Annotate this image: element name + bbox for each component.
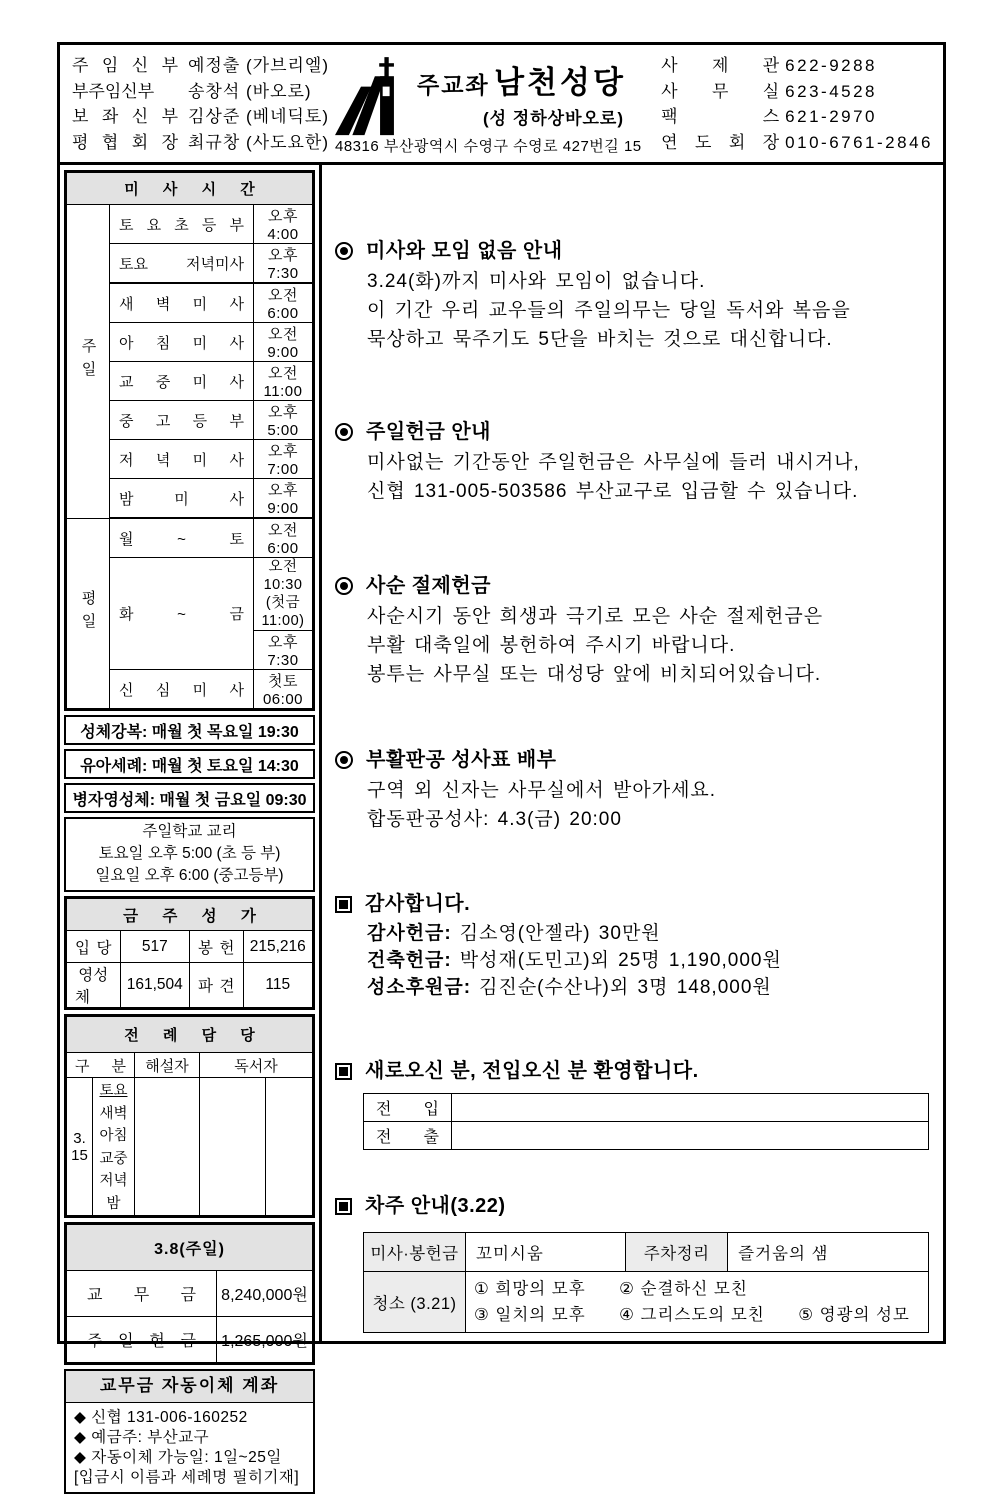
right-column <box>322 165 943 1341</box>
contact-line <box>661 132 933 154</box>
contact-label: 사 제 관 <box>661 56 780 75</box>
next-week-row <box>364 1233 929 1272</box>
mass-name: 신 심 미 사 <box>110 670 254 709</box>
church-brand <box>333 45 655 162</box>
contact-line <box>661 55 933 77</box>
account-line: ◆ 예금주: 부산교구 <box>74 1429 210 1446</box>
notice-title-row <box>335 237 929 265</box>
contact-label: 팩 스 <box>661 107 780 127</box>
mass-schedule-title: 미 사 시 간 <box>67 173 313 205</box>
notice-title-row <box>335 1192 929 1220</box>
notice-line: 미사없는 기간동안 주일헌금은 사무실에 들러 내시거나, <box>367 452 860 473</box>
notice-lent-donation <box>335 572 929 689</box>
staff-line <box>72 106 329 128</box>
liturgy-slot: 저녁 <box>99 1173 128 1189</box>
notice-line: 구역 외 신자는 사무실에서 받아가세요. <box>367 780 717 801</box>
welcome-value <box>452 1122 929 1150</box>
contact-number: 622-9288 <box>785 56 878 75</box>
mass-time-line: 오전 10:30 <box>263 559 303 593</box>
mass-name: 교 중 미 사 <box>110 362 254 401</box>
weekly-sums-title: 3.8(주일) <box>67 1225 313 1271</box>
church-name-prefix: 주교좌 <box>417 72 490 98</box>
contact-number: 621-2970 <box>785 107 878 127</box>
welcome-value <box>452 1094 929 1122</box>
hymn-label: 봉 헌 <box>189 931 243 963</box>
cleaning-groups-line: ③ 일치의 모후 ④ 그리스도의 모친 ⑤ 영광의 성모 <box>474 1306 910 1324</box>
sum-value: 1,265,000원 <box>217 1317 313 1363</box>
notice-title: 차주 안내(3.22) <box>365 1195 506 1217</box>
account-title: 교무금 자동이체 계좌 <box>66 1371 313 1403</box>
sum-value: 8,240,000원 <box>217 1271 313 1317</box>
liturgy-date <box>67 1078 93 1216</box>
square-bullet-icon <box>335 1063 352 1080</box>
sum-label: 교 무 금 <box>67 1271 217 1317</box>
duty-label: 청소 (3.21) <box>364 1272 466 1333</box>
bulletin-body <box>60 165 943 1486</box>
welcome-table <box>363 1093 929 1150</box>
notice-line: 합동판공성사: 4.3(금) 20:00 <box>367 809 622 830</box>
liturgy-slot: 토요 <box>99 1083 128 1099</box>
liturgy-title: 전 례 담 당 <box>67 1017 313 1053</box>
notice-offering <box>335 418 929 506</box>
account-line: [입금시 이름과 세례명 필히기재] <box>74 1469 300 1486</box>
liturgy-roles-table <box>66 1016 313 1216</box>
staff-role: 주 임 신 부 <box>72 56 178 75</box>
notice-line: 부활 대축일에 봉헌하여 주시기 바랍니다. <box>367 635 736 656</box>
weekday-group-label: 평일 <box>67 518 110 709</box>
square-bullet-icon <box>335 896 352 913</box>
hymns-title: 금 주 성 가 <box>67 899 313 931</box>
welcome-row <box>364 1094 929 1122</box>
staff-line <box>72 55 329 77</box>
sunday-school-line: 토요일 오후 5:00 (초 등 부) <box>98 845 281 862</box>
mass-name: 밤 미 사 <box>110 479 254 519</box>
circle-bullet-icon <box>335 577 353 595</box>
hymn-number: 215,216 <box>243 931 312 963</box>
reader-cell <box>266 1078 313 1216</box>
notice-body <box>367 776 929 834</box>
circle-bullet-icon <box>335 242 353 260</box>
hymn-label: 파 견 <box>189 963 243 1008</box>
staff-name: 김상준 (베네딕토) <box>188 107 329 127</box>
donation-entry <box>367 947 929 974</box>
notice-title: 미사와 모임 없음 안내 <box>366 240 563 262</box>
donation-entry <box>367 920 929 947</box>
notice-title-row <box>335 572 929 600</box>
church-name <box>417 57 655 102</box>
mass-name: 월 ~ 토 <box>110 518 254 558</box>
mass-name: 저 녁 미 사 <box>110 440 254 479</box>
account-details <box>66 1403 313 1492</box>
liturgy-roles-box <box>64 1014 315 1218</box>
liturgy-date-month: 3. <box>73 1129 86 1147</box>
sum-row <box>67 1317 313 1363</box>
liturgy-slot: 아침 <box>99 1128 128 1144</box>
staff-role: 보 좌 신 부 <box>72 107 178 127</box>
notice-body <box>367 602 929 689</box>
sunday-school-line: 일요일 오후 6:00 (중고등부) <box>95 867 284 884</box>
mass-row <box>67 518 313 558</box>
hymn-row <box>67 963 313 1008</box>
hymn-number: 115 <box>243 963 312 1008</box>
commentator-cell <box>135 1078 200 1216</box>
duty-label: 미사·봉헌금 <box>364 1233 466 1272</box>
sunday-school-box <box>64 817 315 892</box>
liturgy-body-row <box>67 1078 313 1216</box>
staff-line <box>72 81 329 103</box>
duty-group: 즐거움의 샘 <box>728 1233 929 1272</box>
contact-line <box>661 81 933 103</box>
mass-time: 오전 6:00 <box>254 518 313 558</box>
bulletin-header <box>60 45 943 165</box>
mass-time: 오후 4:00 <box>254 205 313 244</box>
sum-row <box>67 1271 313 1317</box>
contact-label: 연 도 회 장 <box>661 132 780 152</box>
liturgy-col-reader: 독서자 <box>200 1053 313 1078</box>
mass-name: 새 벽 미 사 <box>110 283 254 323</box>
mass-time: 오후 7:30 <box>254 631 313 670</box>
cleaning-groups-line: ① 희망의 모후 ② 순결하신 모친 <box>474 1280 748 1298</box>
mass-time: 오전 11:00 <box>254 362 313 401</box>
circle-bullet-icon <box>335 423 353 441</box>
cleaning-groups <box>466 1272 929 1333</box>
hymn-number: 161,504 <box>120 963 189 1008</box>
staff-name: 송창석 (바오로) <box>188 81 312 101</box>
notice-body <box>367 448 929 506</box>
church-name-title: 남천성당 <box>494 65 626 100</box>
mass-name: 아 침 미 사 <box>110 323 254 362</box>
notice-title-row <box>335 746 929 774</box>
liturgy-col-commentator: 해설자 <box>135 1053 200 1078</box>
duty-label: 주차정리 <box>626 1233 728 1272</box>
reader-cell <box>200 1078 266 1216</box>
account-line: ◆ 자동이체 가능일: 1일~25일 <box>74 1449 282 1466</box>
square-bullet-icon <box>335 1198 352 1215</box>
staff-line <box>72 132 329 154</box>
mass-name: 중 고 등 부 <box>110 401 254 440</box>
contact-number: 010-6761-2846 <box>785 132 933 152</box>
staff-role: 부주임신부 <box>72 81 155 101</box>
church-address: 48316 부산광역시 수영구 수영로 427번길 15 <box>335 138 642 155</box>
duty-group: 꼬미시움 <box>466 1233 626 1272</box>
donation-label: 건축헌금: <box>367 950 452 971</box>
liturgy-col-type: 구 분 <box>67 1053 135 1078</box>
mass-row <box>67 205 313 244</box>
contact-line <box>661 106 933 128</box>
infant-baptism-notice: 유아세례: 매월 첫 토요일 14:30 <box>64 749 315 779</box>
hymn-label: 입 당 <box>67 931 121 963</box>
mass-time: 오후 7:30 <box>254 244 313 284</box>
donation-entry <box>367 974 929 1001</box>
staff-role: 평 협 회 장 <box>72 132 178 152</box>
notice-body <box>367 920 929 1001</box>
notice-title: 새로오신 분, 전입오신 분 환영합니다. <box>365 1060 699 1082</box>
hymn-label: 영성체 <box>67 963 121 1008</box>
hymn-number: 517 <box>120 931 189 963</box>
circle-bullet-icon <box>335 751 353 769</box>
mass-time: 오전 9:00 <box>254 323 313 362</box>
mass-name: 화 ~ 금 <box>110 558 254 670</box>
notice-title: 부활판공 성사표 배부 <box>366 749 557 771</box>
mass-time-line: (첫금 11:00) <box>261 595 305 629</box>
page-frame <box>57 42 946 1486</box>
notice-thanks <box>335 890 929 1001</box>
mass-schedule-table <box>66 172 313 709</box>
mass-time: 오후 7:00 <box>254 440 313 479</box>
sunday-group-label: 주일 <box>67 205 110 519</box>
notice-easter-confession <box>335 746 929 834</box>
notice-line: 3.24(화)까지 미사와 모임이 없습니다. <box>367 271 706 292</box>
mass-time: 오후 5:00 <box>254 401 313 440</box>
notice-title: 사순 절제헌금 <box>366 575 491 597</box>
mass-time: 첫토 06:00 <box>254 670 313 709</box>
notice-title: 주일헌금 안내 <box>366 421 491 443</box>
hymns-box <box>64 896 315 1010</box>
liturgy-slot: 밤 <box>106 1195 121 1212</box>
contact-list <box>655 45 943 162</box>
notice-welcome <box>335 1057 929 1150</box>
mass-time <box>254 558 313 631</box>
notice-title-row <box>335 418 929 446</box>
left-column <box>60 165 322 1486</box>
notice-title-row <box>335 890 929 918</box>
donation-text: 박성재(도민고)외 25명 1,190,000원 <box>459 950 782 971</box>
staff-name: 예정출 (가브리엘) <box>188 56 329 75</box>
account-box <box>64 1369 315 1494</box>
notice-line: 묵상하고 묵주기도 5단을 바치는 것으로 대신합니다. <box>367 329 833 350</box>
mass-time: 오후 9:00 <box>254 479 313 519</box>
notice-next-week <box>335 1192 929 1333</box>
sum-label: 주 일 헌 금 <box>67 1317 217 1363</box>
donation-label: 감사헌금: <box>367 923 452 944</box>
church-logo-icon <box>335 57 413 137</box>
account-line: ◆ 신협 131-006-160252 <box>74 1409 248 1426</box>
staff-name: 최규창 (사도요한) <box>188 132 329 152</box>
mass-name: 토 요 초 등 부 <box>110 205 254 244</box>
donation-label: 성소후원금: <box>367 977 472 998</box>
mass-schedule-box <box>64 170 315 711</box>
liturgy-slot-list <box>93 1078 135 1216</box>
liturgy-slot: 새벽 <box>99 1105 128 1122</box>
weekly-sums-table <box>66 1224 313 1363</box>
mass-time: 오전 6:00 <box>254 283 313 323</box>
contact-number: 623-4528 <box>785 81 878 101</box>
donation-text: 김소영(안젤라) 30만원 <box>459 923 661 944</box>
next-week-table <box>363 1232 929 1333</box>
welcome-label: 전 입 <box>364 1094 452 1122</box>
notice-body <box>367 267 929 354</box>
notice-line: 봉투는 사무실 또는 대성당 앞에 비치되어있습니다. <box>367 664 822 685</box>
benediction-notice: 성체강복: 매월 첫 목요일 19:30 <box>64 715 315 745</box>
donation-text: 김진순(수산나)외 3명 148,000원 <box>479 977 772 998</box>
hymns-table <box>66 898 313 1008</box>
notice-line: 이 기간 우리 교우들의 주일의무는 당일 독서와 복음을 <box>367 300 851 321</box>
hymn-row <box>67 931 313 963</box>
notice-title: 감사합니다. <box>365 893 471 915</box>
notice-no-mass <box>335 237 929 354</box>
weekly-sums-box <box>64 1222 315 1365</box>
mass-name: 토요 저녁미사 <box>110 244 254 284</box>
notice-line: 사순시기 동안 희생과 극기로 모은 사순 절제헌금은 <box>367 606 824 627</box>
notice-title-row <box>335 1057 929 1085</box>
church-patron: (성 정하상바오로) <box>483 109 624 128</box>
sunday-school-title: 주일학교 교리 <box>142 823 237 840</box>
next-week-row <box>364 1272 929 1333</box>
liturgy-slot: 교중 <box>99 1150 128 1167</box>
liturgy-date-day: 15 <box>71 1146 88 1164</box>
welcome-label: 전 출 <box>364 1122 452 1150</box>
notice-line: 신협 131-005-503586 부산교구로 입금할 수 있습니다. <box>367 481 859 502</box>
sick-communion-notice: 병자영성체: 매월 첫 금요일 09:30 <box>64 783 315 813</box>
staff-list <box>60 45 333 162</box>
liturgy-header-row <box>67 1053 313 1078</box>
welcome-row <box>364 1122 929 1150</box>
contact-label: 사 무 실 <box>661 81 780 101</box>
